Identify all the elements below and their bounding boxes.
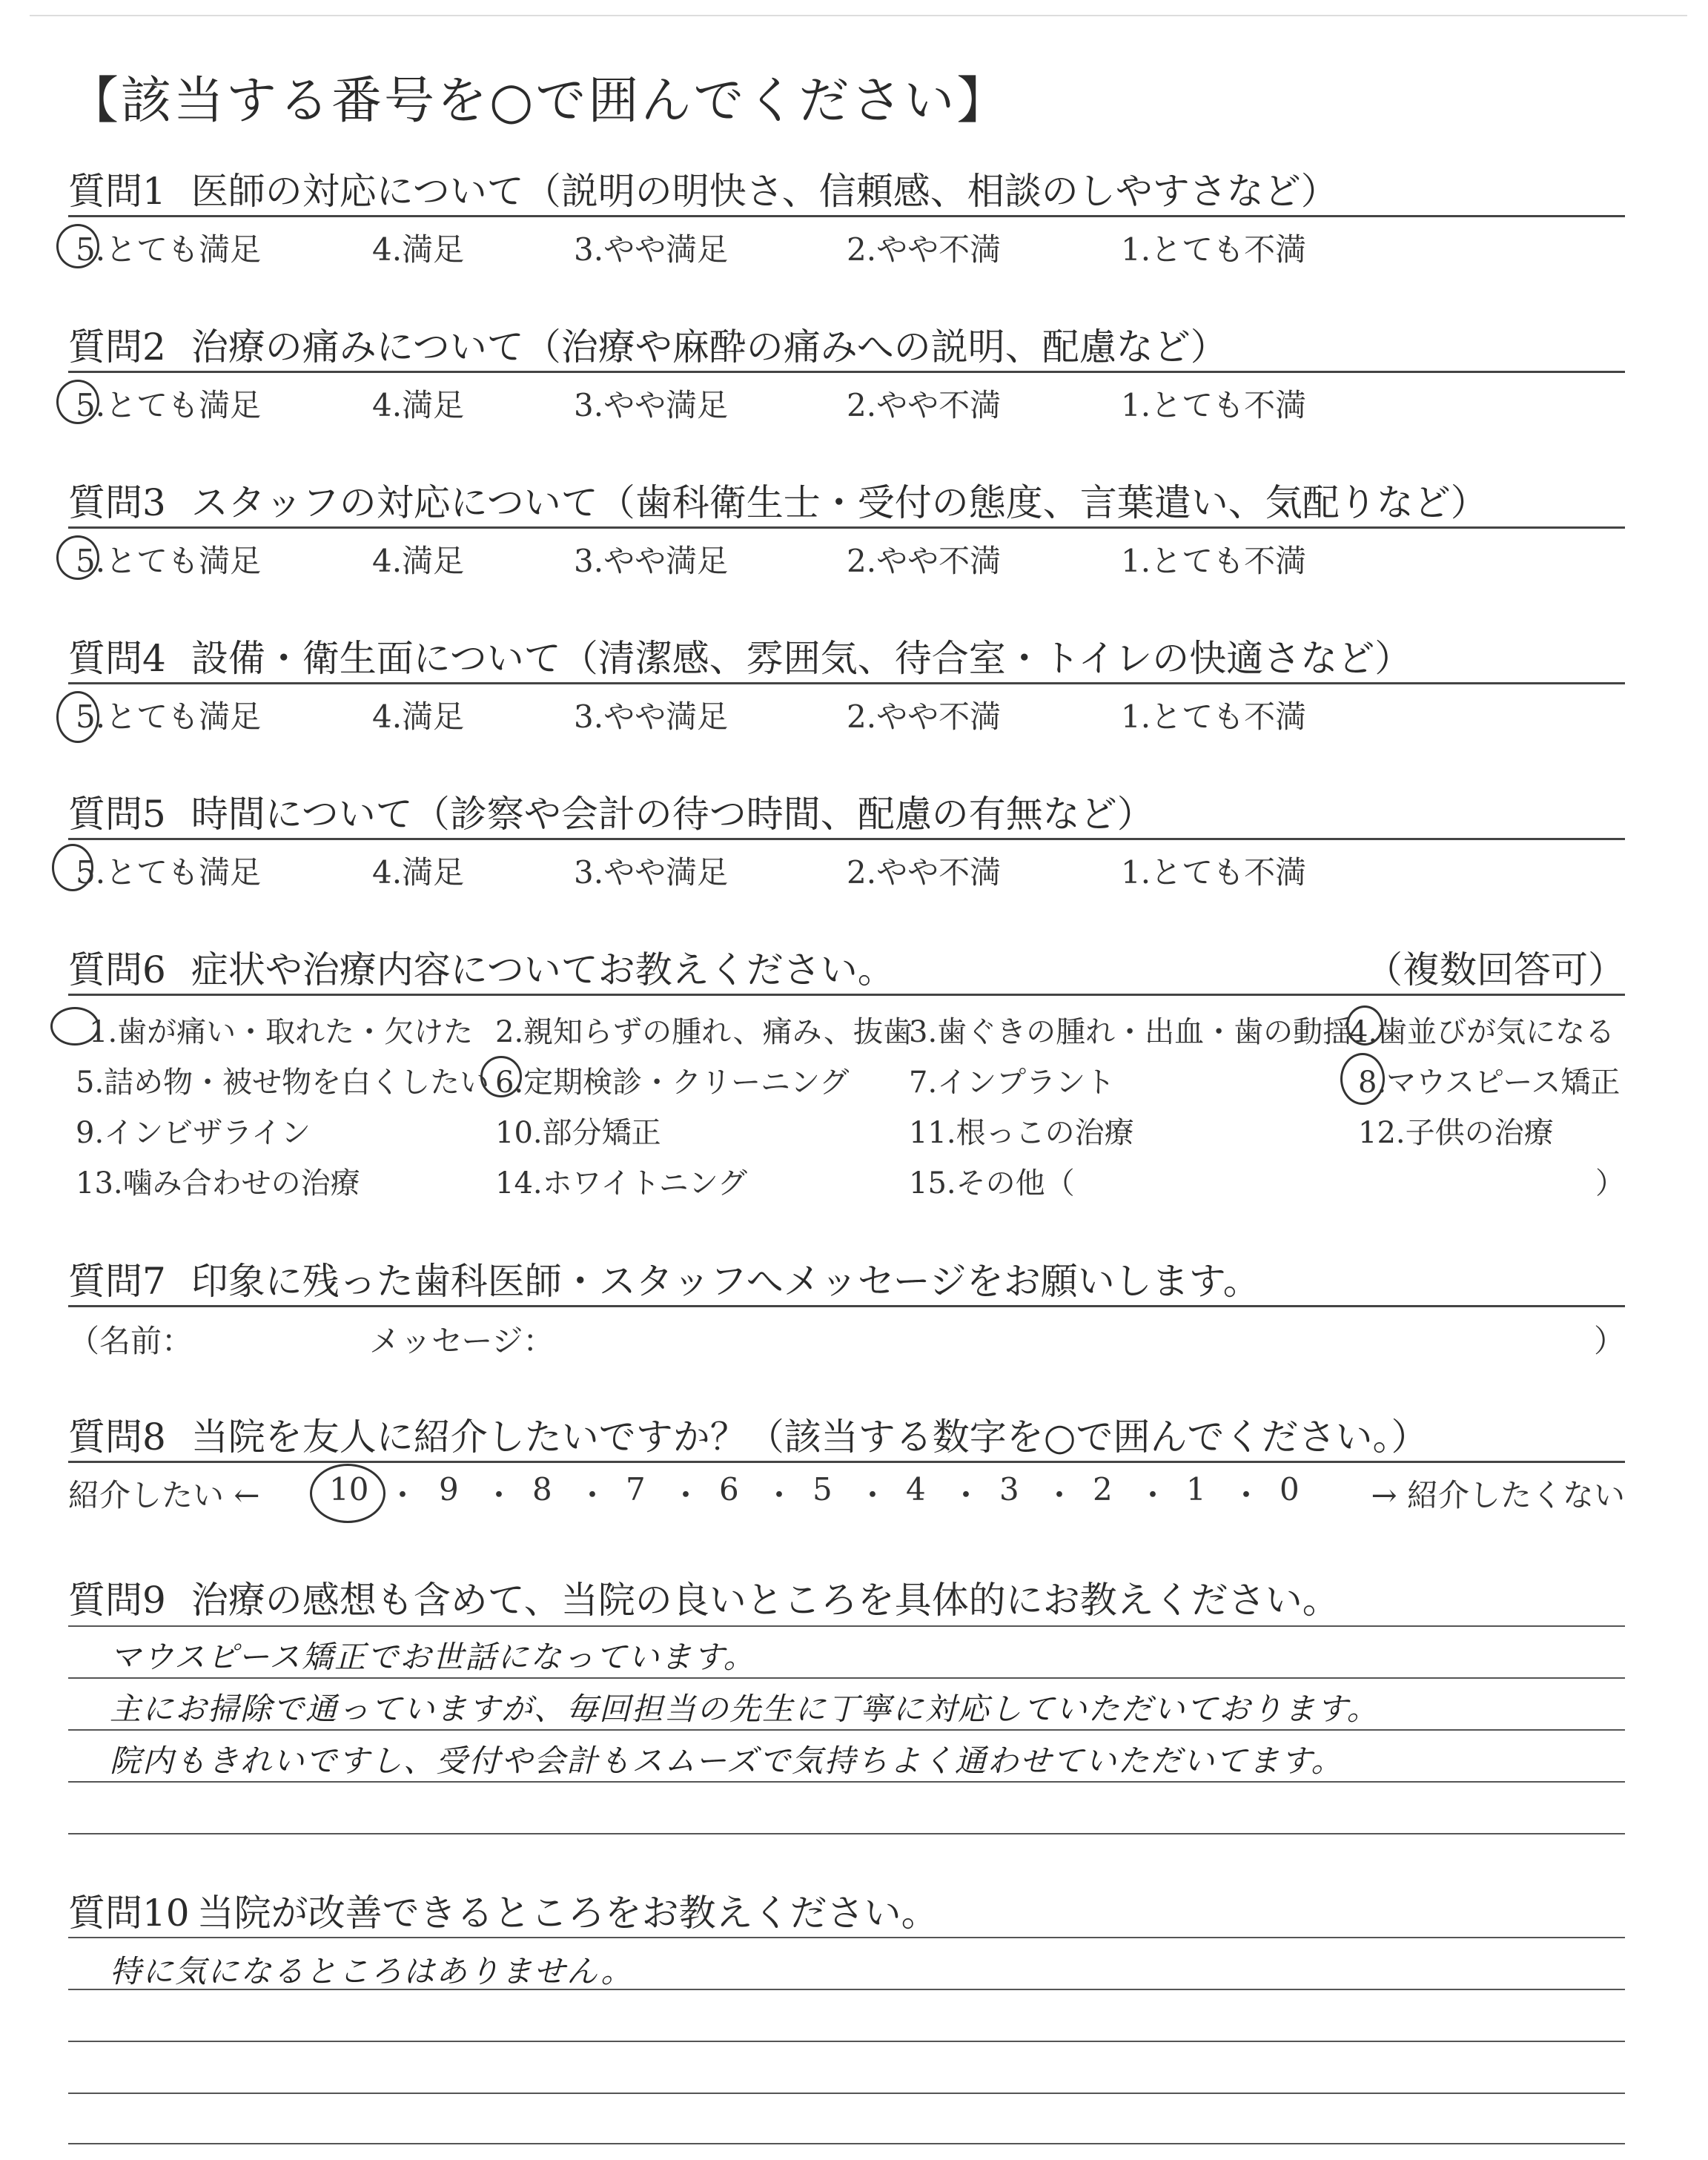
q9-answer-text-2[interactable]: 主にお掃除で通っていますが、毎回担当の先生に丁寧に対応していただいております。 [110, 1691, 1380, 1727]
question-3-text: スタッフの対応について（歯科衛生士・受付の態度、言葉遣い、気配りなど） [191, 481, 1488, 524]
q8-dot: ・ [1044, 1477, 1076, 1513]
q6-option-10[interactable]: 10.部分矯正 [495, 1116, 661, 1150]
question-10-heading [68, 1883, 939, 1937]
q5-option-4[interactable]: 4.満足 [372, 854, 465, 891]
q4-option-5[interactable]: 5.とても満足 [76, 698, 262, 735]
question-3-rule [68, 526, 1625, 529]
q8-dot: ・ [670, 1477, 702, 1513]
question-6 [68, 940, 1625, 1222]
question-1-rule [68, 215, 1625, 217]
q10-answer-line [68, 1937, 1625, 1938]
q8-score-6[interactable]: 6 [719, 1471, 739, 1507]
q8-score-7[interactable]: 7 [626, 1471, 646, 1507]
question-7-rule [68, 1305, 1625, 1307]
q8-dot: ・ [1137, 1477, 1169, 1513]
question-9-text: 治療の感想も含めて、当院の良いところを具体的にお教えください。 [191, 1579, 1340, 1622]
q2-option-5[interactable]: 5.とても満足 [76, 387, 262, 423]
q10-answer-line [68, 2143, 1625, 2144]
q8-dot: ・ [387, 1477, 419, 1513]
question-2 [68, 317, 1625, 429]
q10-answer-line [68, 2041, 1625, 2042]
q8-score-2[interactable]: 2 [1093, 1471, 1113, 1507]
question-6-rule [68, 994, 1625, 996]
question-5-number: 質問5 [68, 793, 166, 836]
question-6-number: 質問6 [68, 948, 166, 991]
q2-option-2[interactable]: 2.やや不満 [847, 387, 1002, 423]
q8-score-10[interactable]: 10 [329, 1471, 369, 1507]
q3-option-3[interactable]: 3.やや満足 [574, 543, 729, 579]
question-4-text: 設備・衛生面について（清潔感、雰囲気、待合室・トイレの快適さなど） [191, 637, 1412, 680]
q4-option-3[interactable]: 3.やや満足 [574, 698, 729, 735]
page-top-rule [30, 15, 1687, 16]
q8-dot: ・ [483, 1477, 515, 1513]
q6-option-4[interactable]: 4.歯並びが気になる [1349, 1015, 1615, 1049]
question-2-rule [68, 371, 1625, 373]
q8-score-9[interactable]: 9 [439, 1471, 459, 1507]
q2-option-1[interactable]: 1.とても不満 [1121, 387, 1307, 423]
q6-option-12[interactable]: 12.子供の治療 [1358, 1116, 1554, 1150]
q3-option-5[interactable]: 5.とても満足 [76, 543, 262, 579]
question-8-heading [68, 1407, 1428, 1461]
q1-option-4[interactable]: 4.満足 [372, 231, 465, 268]
q9-answer-text-3[interactable]: 院内もきれいですし、受付や会計もスムーズで気持ちよく通わせていただいてます。 [110, 1743, 1344, 1779]
question-4-number: 質問4 [68, 637, 166, 680]
q6-option-15-close: ） [1595, 1166, 1625, 1200]
q8-dot: ・ [764, 1477, 795, 1513]
q9-answer-line [68, 1625, 1625, 1627]
q9-answer-line [68, 1677, 1625, 1679]
q9-answer-line [68, 1729, 1625, 1731]
question-5-text: 時間について（診察や会計の待つ時間、配慮の有無など） [191, 793, 1154, 836]
q9-answer-line [68, 1833, 1625, 1834]
question-9-number: 質問9 [68, 1579, 166, 1622]
q7-message-label: メッセージ： [369, 1323, 555, 1359]
question-5-heading [68, 785, 1154, 838]
q8-score-1[interactable]: 1 [1186, 1471, 1206, 1507]
question-5-rule [68, 838, 1625, 840]
q8-dot: ・ [1231, 1477, 1262, 1513]
question-4-heading [68, 629, 1411, 682]
question-10-number: 質問10 [68, 1892, 190, 1935]
q7-name-label: （名前： [68, 1323, 193, 1359]
q8-score-4[interactable]: 4 [906, 1471, 926, 1507]
q6-option-13[interactable]: 13.噛み合わせの治療 [76, 1166, 360, 1200]
q4-option-4[interactable]: 4.満足 [372, 698, 465, 735]
q8-score-8[interactable]: 8 [532, 1471, 552, 1507]
question-2-heading [68, 317, 1228, 371]
question-7-text: 印象に残った歯科医師・スタッフへメッセージをお願いします。 [191, 1260, 1260, 1303]
question-7-heading [68, 1252, 1260, 1305]
question-2-number: 質問2 [68, 326, 166, 369]
q8-dot: ・ [950, 1477, 982, 1513]
question-2-text: 治療の痛みについて（治療や麻酔の痛みへの説明、配慮など） [191, 326, 1228, 369]
q4-option-2[interactable]: 2.やや不満 [847, 698, 1002, 735]
question-1-number: 質問1 [68, 170, 166, 213]
question-3-number: 質問3 [68, 481, 166, 524]
q2-option-4[interactable]: 4.満足 [372, 387, 465, 423]
q6-option-2[interactable]: 2.親知らずの腫れ、痛み、抜歯 [495, 1015, 913, 1049]
question-8-text: 当院を友人に紹介したいですか？（該当する数字を○で囲んでください。） [191, 1416, 1429, 1459]
question-7 [68, 1252, 1625, 1363]
q1-option-3[interactable]: 3.やや満足 [574, 231, 729, 268]
q6-option-9[interactable]: 9.インビザライン [76, 1116, 311, 1150]
q3-option-4[interactable]: 4.満足 [372, 543, 465, 579]
q6-option-7[interactable]: 7.インプラント [909, 1066, 1116, 1100]
question-1 [68, 162, 1625, 273]
question-3 [68, 473, 1625, 584]
q6-option-15[interactable]: 15.その他（ [909, 1166, 1075, 1200]
question-4 [68, 629, 1625, 740]
q10-answer-text-1[interactable]: 特に気になるところはありません。 [110, 1953, 634, 1989]
question-1-text: 医師の対応について（説明の明快さ、信頼感、相談のしやすさなど） [191, 170, 1338, 213]
q3-option-2[interactable]: 2.やや不満 [847, 543, 1002, 579]
question-1-heading [68, 162, 1338, 215]
q8-right-label: → 紹介したくない [1371, 1477, 1625, 1513]
q8-dot: ・ [577, 1477, 609, 1513]
q6-option-1[interactable]: 1.歯が痛い・取れた・欠けた [89, 1015, 474, 1049]
q10-answer-line [68, 2093, 1625, 2094]
question-8-number: 質問8 [68, 1416, 166, 1459]
q8-left-label: 紹介したい ← [68, 1477, 260, 1513]
q1-option-1[interactable]: 1.とても不満 [1121, 231, 1307, 268]
question-6-text: 症状や治療内容についてお教えください。 [191, 948, 895, 991]
q6-option-8[interactable]: 8.マウスピース矯正 [1358, 1066, 1621, 1100]
question-8 [68, 1407, 1625, 1533]
question-4-rule [68, 682, 1625, 684]
q1-option-2[interactable]: 2.やや不満 [847, 231, 1002, 268]
q5-option-1[interactable]: 1.とても不満 [1121, 854, 1307, 891]
question-6-note: （複数回答可） [1366, 948, 1625, 991]
question-9-heading [68, 1571, 1340, 1624]
q5-option-3[interactable]: 3.やや満足 [574, 854, 729, 891]
question-3-heading [68, 473, 1488, 526]
q8-score-0[interactable]: 0 [1280, 1471, 1300, 1507]
q7-close-paren: ） [1593, 1323, 1625, 1359]
page-title: 【該当する番号を○で囲んでください】 [68, 72, 1010, 131]
q5-option-5[interactable]: 5.とても満足 [76, 854, 262, 891]
q8-dot: ・ [857, 1477, 889, 1513]
q9-answer-text-1[interactable]: マウスピース矯正でお世話になっています。 [110, 1639, 756, 1675]
q6-option-5[interactable]: 5.詰め物・被せ物を白くしたい [76, 1066, 490, 1100]
question-8-rule [68, 1461, 1625, 1463]
q4-option-1[interactable]: 1.とても不満 [1121, 698, 1307, 735]
q8-score-5[interactable]: 5 [812, 1471, 833, 1507]
q5-option-2[interactable]: 2.やや不満 [847, 854, 1002, 891]
q6-option-14[interactable]: 14.ホワイトニング [495, 1166, 748, 1200]
q8-score-3[interactable]: 3 [999, 1471, 1019, 1507]
question-7-number: 質問7 [68, 1260, 166, 1303]
q6-option-6[interactable]: 6.定期検診・クリーニング [495, 1066, 850, 1100]
q6-option-11[interactable]: 11.根っこの治療 [909, 1116, 1134, 1150]
question-5 [68, 785, 1625, 896]
q6-option-3[interactable]: 3.歯ぐきの腫れ・出血・歯の動揺 [909, 1015, 1353, 1049]
question-6-heading [68, 940, 895, 994]
q9-answer-line [68, 1781, 1625, 1783]
q1-option-5[interactable]: 5.とても満足 [76, 231, 262, 268]
q3-option-1[interactable]: 1.とても不満 [1121, 543, 1307, 579]
q2-option-3[interactable]: 3.やや満足 [574, 387, 729, 423]
question-10-text: 当院が改善できるところをお教えください。 [196, 1892, 939, 1935]
